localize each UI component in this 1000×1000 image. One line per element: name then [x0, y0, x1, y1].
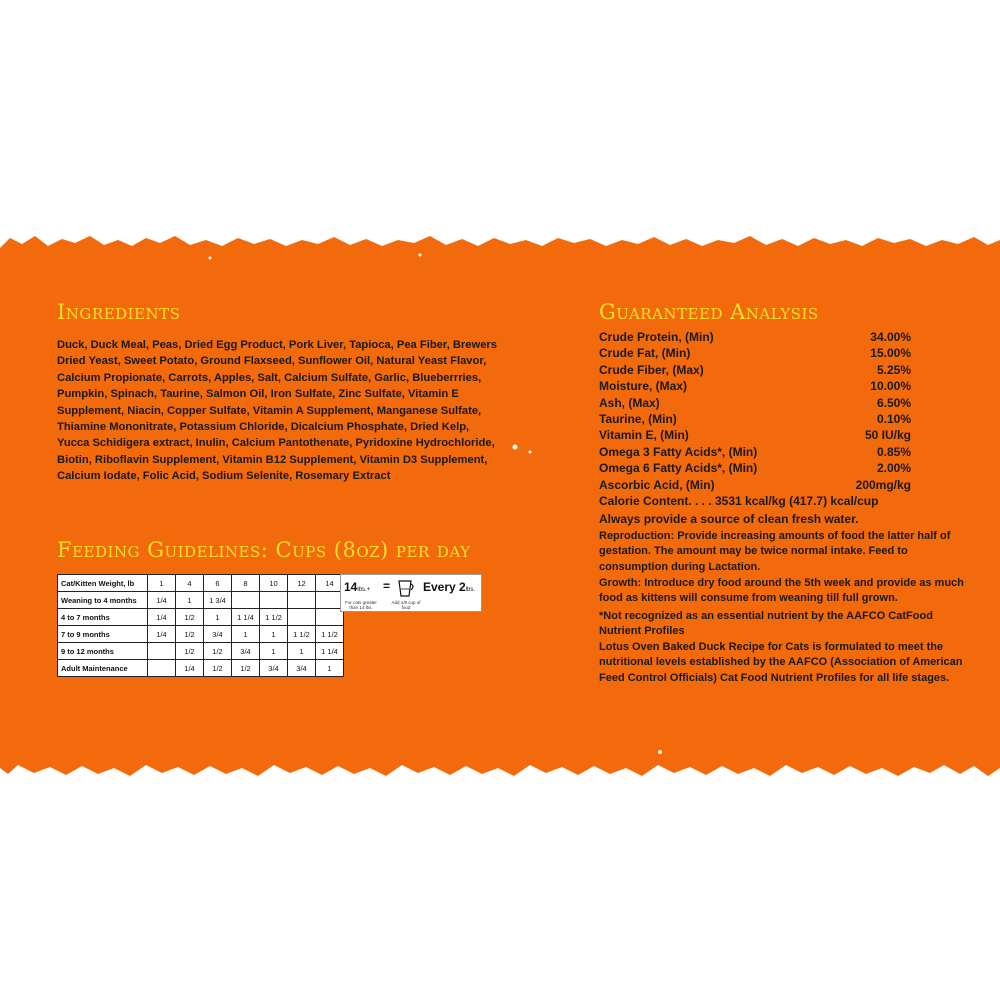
feeding-cell: 1 [148, 575, 176, 592]
analysis-list [599, 329, 911, 493]
analysis-value: 50 IU/kg [864, 428, 911, 443]
feeding-cell: 14 [316, 575, 344, 592]
feeding-row-label: Adult Maintenance [58, 660, 148, 677]
feeding-table-row [58, 626, 344, 643]
analysis-row [599, 362, 911, 378]
feeding-cell: 1/4 [148, 609, 176, 626]
feeding-row-label: Cat/Kitten Weight, lb [58, 575, 148, 592]
calc-right-value: Every 2lbs. [423, 580, 476, 594]
feeding-row-label: 9 to 12 months [58, 643, 148, 660]
analysis-nutrient: Crude Fiber, (Max) [599, 362, 704, 377]
analysis-value: 5.25% [876, 362, 911, 377]
analysis-row [599, 411, 911, 427]
analysis-value: 15.00% [870, 346, 911, 361]
analysis-value: 2.00% [876, 461, 911, 476]
analysis-row [599, 444, 911, 460]
feeding-calculator-box [340, 574, 482, 612]
feeding-cell: 3/4 [288, 660, 316, 677]
analysis-nutrient: Crude Protein, (Min) [599, 330, 714, 344]
analysis-nutrient: Taurine, (Min) [599, 411, 677, 426]
calorie-content: Calorie Content. . . . 3531 kcal/kg (417.7) kcal/cup [599, 494, 879, 508]
feeding-cell: 1 [176, 592, 204, 609]
feeding-cell: 1 1/4 [232, 609, 260, 626]
feeding-row-label: 4 to 7 months [58, 609, 148, 626]
analysis-nutrient: Ascorbic Acid, (Min) [599, 477, 715, 492]
analysis-nutrient: Crude Fat, (Min) [599, 346, 691, 361]
feeding-table-row [58, 660, 344, 677]
feeding-cell: 1 1/2 [288, 626, 316, 643]
feeding-table-row [58, 609, 344, 626]
feeding-row-label: Weaning to 4 months [58, 592, 148, 609]
feeding-cell: 1/2 [176, 626, 204, 643]
feeding-cell: 1 1/2 [316, 626, 344, 643]
feeding-cell: 1 [260, 643, 288, 660]
feeding-cell: 3/4 [232, 643, 260, 660]
analysis-nutrient: Omega 6 Fatty Acids*, (Min) [599, 461, 758, 476]
feeding-cell: 1/2 [204, 660, 232, 677]
ingredients-list: Duck, Duck Meal, Peas, Dried Egg Product, Pork Liver, Tapioca, Pea Fiber, Brewers Dried Yeast, Sweet Potato, Ground Flaxseed, Sunflower Oil, Natural Yeast Flavor, Calcium Propionate, Carrots, Apples, Salt, Calcium Sulfate, Garlic, Blueberrries, Pumpkin, Spinach, Taurine, Salmon Oil, Iron Sulfate, Zinc Sulfate, Vitamin E Supplement, Niacin, Copper Sulfate, Vitamin A Supplement, Manganese Sulfate, Thiamine Mononitrate, Potassium Chloride, Dicalcium Phosphate, Dried Kelp, Yucca Schidigera extract, Inulin, Calcium Pantothenate, Pyridoxine Hydrochloride, Biotin, Riboflavin Supplement, Vitamin B12 Supplement, Vitamin D3 Supplement, Calcium Iodate, Folic Acid, Sodium Selenite, Rosemary Extract [57, 339, 497, 483]
feeding-cell [148, 660, 176, 677]
feeding-cell: 1 3/4 [204, 592, 232, 609]
analysis-nutrient: Moisture, (Max) [599, 379, 688, 394]
analysis-value: 0.10% [876, 411, 911, 426]
feeding-table [57, 574, 344, 677]
feeding-cell: 1 [316, 660, 344, 677]
analysis-nutrient: Vitamin E, (Min) [599, 428, 689, 443]
feeding-guidelines-heading: Feeding Guidelines: Cups (8oz) per day [57, 538, 471, 562]
feeding-cell: 1 [232, 626, 260, 643]
analysis-value: 34.00% [870, 330, 911, 344]
analysis-nutrient: Ash, (Max) [599, 395, 660, 410]
feeding-cell: 1/4 [148, 592, 176, 609]
feeding-cell: 10 [260, 575, 288, 592]
feeding-cell: 1/4 [148, 626, 176, 643]
calc-equals: = [383, 579, 391, 593]
aafco-footnote: *Not recognized as an essential nutrient by the AAFCO CatFood Nutrient Profiles [599, 610, 933, 638]
analysis-value: 0.85% [876, 444, 911, 459]
feeding-cell [288, 592, 316, 609]
feeding-cell: 1 [204, 609, 232, 626]
feeding-cell: 3/4 [260, 660, 288, 677]
feeding-cell: 1/2 [204, 643, 232, 660]
guaranteed-analysis-heading: Guaranteed Analysis [599, 300, 819, 324]
ingredients-heading: Ingredients [57, 300, 181, 324]
analysis-row [599, 427, 911, 443]
feeding-cell: 1 [288, 643, 316, 660]
feeding-row-label: 7 to 9 months [58, 626, 148, 643]
aafco-statement: Lotus Oven Baked Duck Recipe for Cats is formulated to meet the nutritional levels established by the AAFCO (Association of American Feed Control Officials) Cat Food Nutrient Profiles for all life stages. [599, 641, 963, 684]
analysis-row [599, 460, 911, 476]
calc-right-note: Add 1/8 cup of food [391, 600, 421, 610]
feeding-cell: 1/2 [176, 643, 204, 660]
feeding-cell: 1/2 [176, 609, 204, 626]
feeding-table-row [58, 592, 344, 609]
calc-left-note: For cats greater than 14 lbs. [345, 600, 377, 610]
feeding-cell: 1 1/2 [260, 609, 288, 626]
analysis-value: 6.50% [876, 395, 911, 410]
measuring-cup-icon [397, 578, 415, 598]
analysis-row [599, 345, 911, 361]
calc-left-value: 14lbs.+ [344, 580, 371, 594]
feeding-table-row [58, 643, 344, 660]
analysis-row [599, 395, 911, 411]
analysis-row [599, 329, 911, 345]
feeding-cell [232, 592, 260, 609]
analysis-row [599, 378, 911, 394]
water-note: Always provide a source of clean fresh water. [599, 512, 859, 526]
feeding-cell [260, 592, 288, 609]
feeding-table-header-row [58, 575, 344, 592]
feeding-cell: 1 [260, 626, 288, 643]
feeding-cell [148, 643, 176, 660]
feeding-cell: 8 [232, 575, 260, 592]
analysis-value: 10.00% [870, 379, 911, 394]
feeding-cell: 1/2 [232, 660, 260, 677]
feeding-cell: 3/4 [204, 626, 232, 643]
reproduction-note: Reproduction: Provide increasing amounts of food the latter half of gestation. The amount may be twice normal intake. Feed to consumption during Lactation. [599, 530, 951, 573]
feeding-cell: 1/4 [176, 660, 204, 677]
feeding-cell: 4 [176, 575, 204, 592]
growth-note: Growth: Introduce dry food around the 5th week and provide as much food as kittens will consume from weaning till full grown. [599, 577, 964, 605]
analysis-nutrient: Omega 3 Fatty Acids*, (Min) [599, 444, 758, 459]
feeding-cell [288, 609, 316, 626]
feeding-cell: 1 1/4 [316, 643, 344, 660]
analysis-row [599, 477, 911, 493]
feeding-cell: 6 [204, 575, 232, 592]
feeding-cell: 12 [288, 575, 316, 592]
analysis-value: 200mg/kg [855, 477, 911, 492]
